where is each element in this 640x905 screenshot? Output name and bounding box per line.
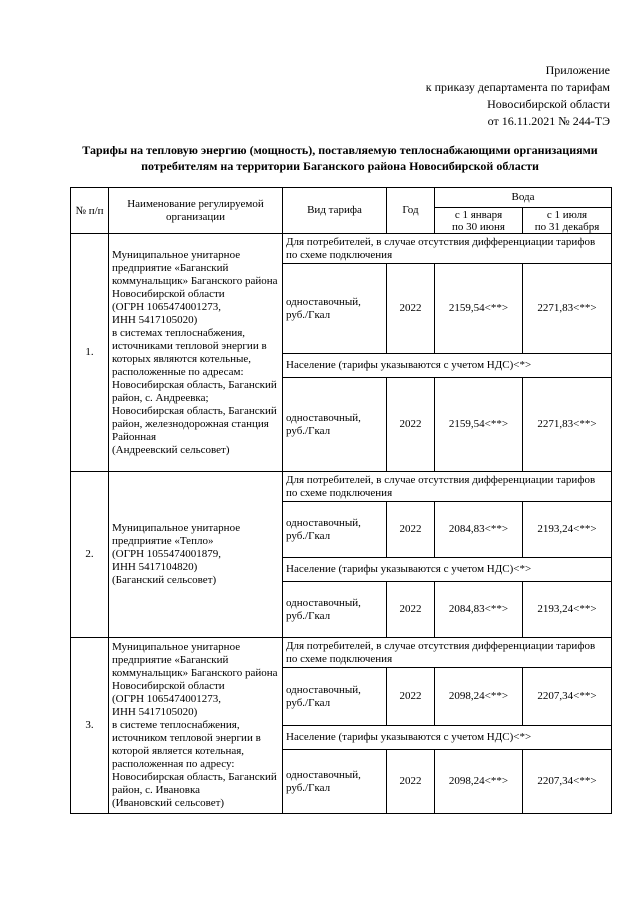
organization-cell: Муниципальное унитарное предприятие «Баганский коммунальщик» Баганского района Новосибирской области (ОГРН 1065474001273, ИНН 5417105020) в системах теплоснабжения, источниками тепловой энергии в которых являются котельные, расположенные по адресам: Новосибирская область, Баганский район, с. Андреевка; Новосибирская область, Баганский район, железнодорожная станция Районная (Андреевский сельсовет) (109, 234, 283, 472)
tariff-year: 2022 (387, 264, 435, 354)
tariff-type: одноставочный, руб./Гкал (283, 582, 387, 638)
tariff-year: 2022 (387, 502, 435, 558)
appendix-line: Новосибирской области (487, 97, 610, 111)
tariff-value-h2: 2193,24<**> (523, 502, 612, 558)
header-water: Вода (435, 188, 612, 208)
header-period2: с 1 июля по 31 декабря (523, 208, 612, 234)
table-row (71, 234, 612, 264)
tariff-value-h1: 2098,24<**> (435, 668, 523, 726)
tariff-value-h1: 2159,54<**> (435, 378, 523, 472)
appendix-block (426, 62, 610, 130)
tariff-value-h2: 2271,83<**> (523, 264, 612, 354)
consumer-group: Население (тарифы указываются с учетом НДС)<*> (283, 558, 612, 582)
appendix-line: к приказу департамента по тарифам (425, 80, 610, 94)
tariff-year: 2022 (387, 750, 435, 814)
consumer-group: Для потребителей, в случае отсутствия дифференциации тарифов по схеме подключения (283, 638, 612, 668)
header-type: Вид тарифа (283, 188, 387, 234)
consumer-group: Население (тарифы указываются с учетом НДС)<*> (283, 726, 612, 750)
tariff-year: 2022 (387, 378, 435, 472)
row-number: 1. (71, 234, 109, 472)
table-row (71, 472, 612, 502)
tariff-value-h2: 2207,34<**> (523, 750, 612, 814)
consumer-group: Для потребителей, в случае отсутствия дифференциации тарифов по схеме подключения (283, 472, 612, 502)
tariff-type: одноставочный, руб./Гкал (283, 264, 387, 354)
document-title: Тарифы на тепловую энергию (мощность), поставляемую теплоснабжающими организациями потребителям на территории Баганского района Новосибирской области (82, 143, 598, 173)
tariff-value-h1: 2159,54<**> (435, 264, 523, 354)
tariff-value-h2: 2207,34<**> (523, 668, 612, 726)
tariff-type: одноставочный, руб./Гкал (283, 668, 387, 726)
tariff-type: одноставочный, руб./Гкал (283, 378, 387, 472)
tariff-value-h2: 2271,83<**> (523, 378, 612, 472)
tariff-type: одноставочный, руб./Гкал (283, 502, 387, 558)
tariff-year: 2022 (387, 668, 435, 726)
header-num: № п/п (71, 188, 109, 234)
header-year: Год (387, 188, 435, 234)
appendix-line: от 16.11.2021 № 244-ТЭ (487, 114, 610, 128)
tariff-value-h2: 2193,24<**> (523, 582, 612, 638)
row-number: 3. (71, 638, 109, 814)
organization-cell: Муниципальное унитарное предприятие «Баганский коммунальщик» Баганского района Новосибирской области (ОГРН 1065474001273, ИНН 5417105020) в системе теплоснабжения, источником тепловой энергии в которой является котельная, расположенная по адресу: Новосибирская область, Баганский район, с. Ивановка (Ивановский сельсовет) (109, 638, 283, 814)
tariff-value-h1: 2098,24<**> (435, 750, 523, 814)
consumer-group: Население (тарифы указываются с учетом НДС)<*> (283, 354, 612, 378)
tariff-type: одноставочный, руб./Гкал (283, 750, 387, 814)
row-number: 2. (71, 472, 109, 638)
tariff-value-h1: 2084,83<**> (435, 502, 523, 558)
organization-cell: Муниципальное унитарное предприятие «Тепло» (ОГРН 1055474001879, ИНН 5417104820) (Баганский сельсовет) (109, 472, 283, 638)
consumer-group: Для потребителей, в случае отсутствия дифференциации тарифов по схеме подключения (283, 234, 612, 264)
tariff-year: 2022 (387, 582, 435, 638)
tariff-value-h1: 2084,83<**> (435, 582, 523, 638)
header-period1: с 1 января по 30 июня (435, 208, 523, 234)
header-org: Наименование регулируемой организации (109, 188, 283, 234)
tariff-table (70, 187, 612, 814)
appendix-line: Приложение (545, 63, 610, 77)
table-row (71, 638, 612, 668)
